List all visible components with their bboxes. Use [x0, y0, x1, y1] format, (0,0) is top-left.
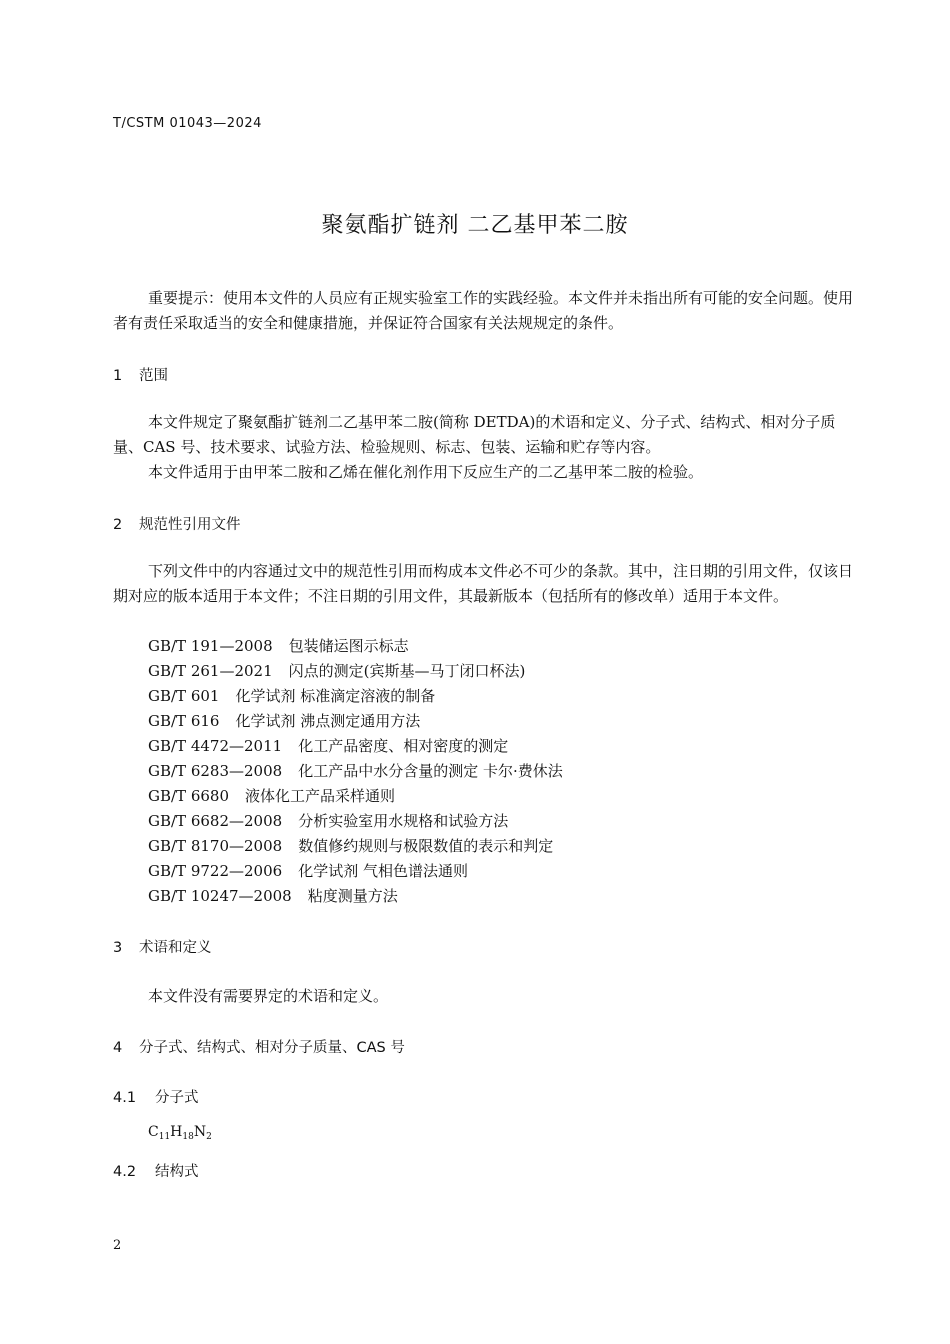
reference-item	[148, 859, 468, 884]
reference-name: 粘度测量方法	[307, 887, 398, 905]
reference-name: 化学试剂 气相色谱法通则	[298, 862, 468, 880]
important-notice: 重要提示：使用本文件的人员应有正规实验室工作的实践经验。本文件并未指出所有可能的安全问题。使用者有责任采取适当的安全和健康措施，并保证符合国家有关法规规定的条件。	[113, 289, 854, 332]
reference-code: GB/T 4472—2011	[148, 737, 283, 755]
molecular-formula: $C_{11}H_{18}N_2$	[148, 1124, 212, 1142]
reference-item	[148, 634, 409, 659]
scope-paragraph-1: 本文件规定了聚氨酯扩链剂二乙基甲苯二胺(简称 DETDA)的术语和定义、分子式、结构式、相对分子质量、CAS 号、技术要求、试验方法、检验规则、标志、包装、运输和贮存等内容。	[113, 413, 836, 456]
reference-code: GB/T 9722—2006	[148, 862, 283, 880]
section-1-heading	[113, 364, 168, 385]
reference-code: GB/T 10247—2008	[148, 887, 292, 905]
reference-code: GB/T 6680	[148, 787, 230, 805]
section-4-heading	[113, 1036, 405, 1057]
section-title: 术语和定义	[139, 940, 212, 956]
reference-code: GB/T 191—2008	[148, 637, 273, 655]
standard-code: T/CSTM 01043—2024	[113, 116, 262, 131]
section-3-heading	[113, 936, 212, 957]
section-title: 分子式、结构式、相对分子质量、CAS 号	[139, 1040, 405, 1056]
reference-item	[148, 759, 563, 784]
subsection-4-1-heading	[113, 1086, 199, 1107]
reference-name: 化工产品密度、相对密度的测定	[298, 737, 509, 755]
reference-code: GB/T 6283—2008	[148, 762, 283, 780]
normative-refs-intro: 下列文件中的内容通过文中的规范性引用而构成本文件必不可少的条款。其中，注日期的引用文件，仅该日期对应的版本适用于本文件；不注日期的引用文件，其最新版本（包括所有的修改单）适用于本文件。	[113, 562, 854, 605]
reference-name: 包装储运图示标志	[288, 637, 409, 655]
reference-name: 液体化工产品采样通则	[245, 787, 396, 805]
reference-item	[148, 709, 420, 734]
reference-name: 化学试剂 沸点测定通用方法	[235, 712, 421, 730]
reference-item	[148, 809, 508, 834]
subsection-4-2-heading	[113, 1160, 199, 1181]
section-number: 1	[113, 368, 123, 384]
section-number: 4	[113, 1040, 123, 1056]
reference-code: GB/T 6682—2008	[148, 812, 283, 830]
reference-name: 数值修约规则与极限数值的表示和判定	[298, 837, 554, 855]
reference-code: GB/T 261—2021	[148, 662, 273, 680]
subsection-title: 分子式	[155, 1090, 199, 1106]
reference-item	[148, 659, 525, 684]
reference-name: 化学试剂 标准滴定溶液的制备	[235, 687, 436, 705]
reference-code: GB/T 8170—2008	[148, 837, 283, 855]
reference-item	[148, 734, 508, 759]
subsection-number: 4.1	[113, 1090, 137, 1106]
terms-paragraph: 本文件没有需要界定的术语和定义。	[148, 987, 389, 1005]
section-2-heading	[113, 513, 241, 534]
section-title: 规范性引用文件	[139, 517, 241, 533]
reference-code: GB/T 616	[148, 712, 220, 730]
scope-paragraph-2: 本文件适用于由甲苯二胺和乙烯在催化剂作用下反应生产的二乙基甲苯二胺的检验。	[148, 463, 704, 481]
reference-item	[148, 784, 395, 809]
section-title: 范围	[139, 368, 168, 384]
reference-item	[148, 834, 553, 859]
reference-name: 化工产品中水分含量的测定 卡尔·费休法	[298, 762, 563, 780]
section-number: 3	[113, 940, 123, 956]
reference-item	[148, 684, 435, 709]
subsection-number: 4.2	[113, 1164, 137, 1180]
subsection-title: 结构式	[155, 1164, 199, 1180]
document-title: 聚氨酯扩链剂 二乙基甲苯二胺	[321, 213, 629, 238]
section-number: 2	[113, 517, 123, 533]
reference-item	[148, 884, 398, 909]
reference-code: GB/T 601	[148, 687, 220, 705]
reference-name: 分析实验室用水规格和试验方法	[298, 812, 509, 830]
reference-name: 闪点的测定(宾斯基—马丁闭口杯法)	[288, 662, 526, 680]
page-number: 2	[113, 1238, 122, 1253]
